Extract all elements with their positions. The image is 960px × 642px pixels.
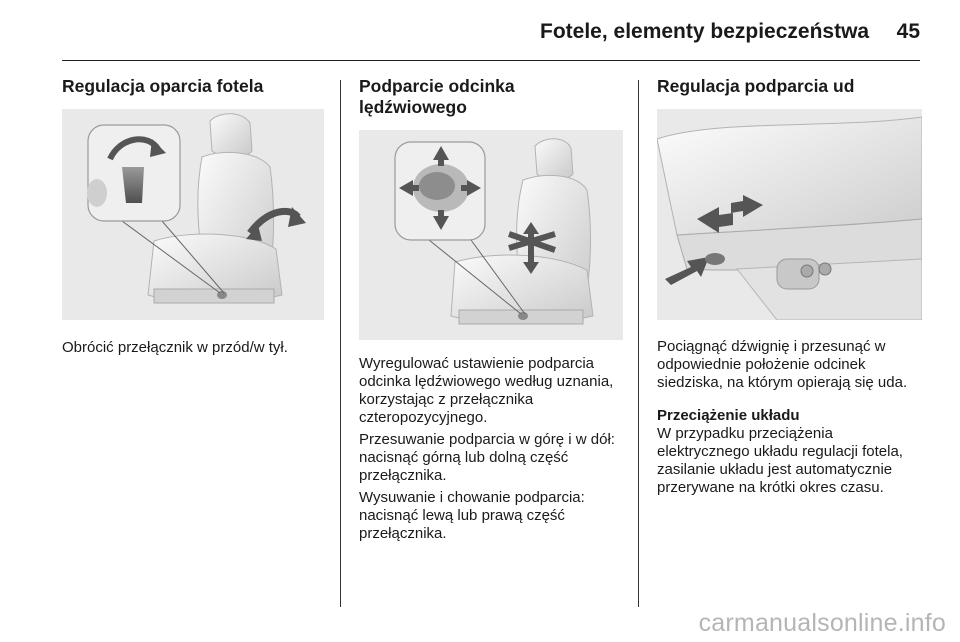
section-heading: Regulacja podparcia ud bbox=[657, 76, 855, 96]
lumbar-support-figure bbox=[359, 130, 623, 340]
paragraph: Obrócić przełącznik w przód/w tył. bbox=[62, 339, 288, 356]
paragraph: Pociągnąć dźwignię i przesunąć w odpowiednie położenie odcinek siedziska, na którym opierają się uda. bbox=[657, 338, 908, 391]
column-divider bbox=[340, 80, 341, 607]
header-rule bbox=[62, 60, 920, 61]
paragraph: W przypadku przeciążenia elektrycznego układu regulacji fotela, zasilanie układu jest automatycznie przerywane na krótki okres czasu. bbox=[657, 425, 903, 496]
paragraph: Przesuwanie podparcia w górę i w dół: nacisnąć górną lub dolną część przełącznika. bbox=[359, 431, 615, 484]
section-heading bbox=[359, 76, 623, 118]
watermark: carmanualsonline.info bbox=[698, 609, 946, 637]
thigh-support-figure bbox=[657, 109, 922, 320]
heading-line: Podparcie odcinka bbox=[359, 76, 515, 96]
backrest-adjustment-figure bbox=[62, 109, 324, 320]
column-backrest bbox=[62, 76, 324, 357]
column-divider bbox=[638, 80, 639, 607]
page-number: 45 bbox=[896, 20, 920, 43]
header-title: Fotele, elementy bezpieczeństwa bbox=[540, 20, 870, 43]
paragraph: Wysuwanie i chowanie podparcia: nacisnąć lewą lub prawą część przełącznika. bbox=[359, 489, 585, 542]
heading-line: lędźwiowego bbox=[359, 97, 467, 117]
subheading: Przeciążenie układu bbox=[657, 407, 800, 424]
paragraph: Wyregulować ustawienie podparcia odcinka lędźwiowego według uznania, korzystając z przełącznika czteropozycyjnego. bbox=[359, 355, 614, 426]
column-thigh-support bbox=[657, 76, 922, 497]
column-lumbar bbox=[359, 76, 623, 543]
section-heading: Regulacja oparcia fotela bbox=[62, 76, 264, 96]
